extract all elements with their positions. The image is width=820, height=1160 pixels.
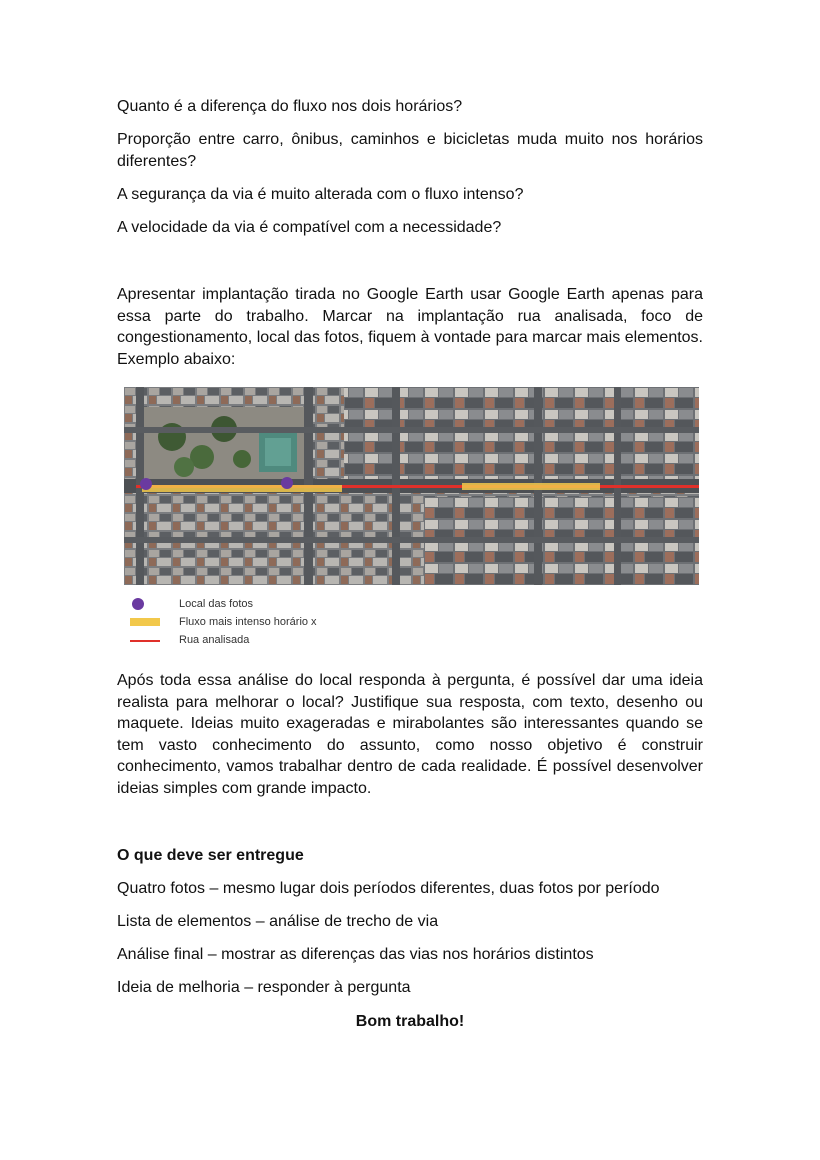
question-3: A segurança da via é muito alterada com o fluxo intenso? [117, 186, 524, 203]
implantacao-paragraph: Apresentar implantação tirada no Google Earth usar Google Earth apenas para essa parte do trabalho. Marcar na implantação rua analisada, foco de congestionamento, local das fotos, fiquem à vontade para marcar mais elementos. Exemplo abaixo: [117, 286, 703, 368]
closing-text: Bom trabalho! [355, 1013, 465, 1030]
deliverable-item-4: Ideia de melhoria – responder à pergunta [117, 979, 411, 996]
satellite-view [124, 387, 699, 585]
photo-location-marker [140, 478, 152, 490]
legend-item-flow [130, 616, 390, 630]
flow-band [142, 485, 342, 492]
yellow-band-icon [130, 618, 160, 626]
deliverables-heading: O que deve ser entregue [117, 847, 304, 864]
aerial-map-image [124, 387, 699, 585]
legend-label-photos: Local das fotos [179, 598, 253, 610]
analise-paragraph: Após toda essa análise do local responda à pergunta, é possível dar uma ideia realista para melhorar o local? Justifique sua resposta, com texto, desenho ou maquete. Ideias muito exageradas e mirabolantes são interessantes quando se tem vasto conhecimento do assunto, como nosso objetivo é construir conhecimento, vamos trabalhar dentro de cada realidade. É possível desenvolver ideias simples com grande impacto. [117, 672, 703, 797]
question-1: Quanto é a diferença do fluxo nos dois horários? [117, 98, 463, 115]
legend-item-photos [130, 598, 390, 612]
legend-label-flow: Fluxo mais intenso horário x [179, 616, 317, 628]
question-2: Proporção entre carro, ônibus, caminhos e bicicletas muda muito nos horários diferentes? [117, 131, 703, 170]
deliverable-item-3: Análise final – mostrar as diferenças das vias nos horários distintos [117, 946, 594, 963]
purple-dot-icon [132, 598, 144, 610]
flow-band [462, 483, 600, 490]
deliverable-item-2: Lista de elementos – análise de trecho de via [117, 913, 439, 930]
red-line-icon [130, 640, 160, 642]
legend-label-street: Rua analisada [179, 634, 250, 646]
deliverable-item-1: Quatro fotos – mesmo lugar dois períodos diferentes, duas fotos por período [117, 880, 660, 897]
question-4: A velocidade da via é compatível com a necessidade? [117, 219, 502, 236]
legend-item-street [130, 634, 390, 648]
photo-location-marker [281, 477, 293, 489]
